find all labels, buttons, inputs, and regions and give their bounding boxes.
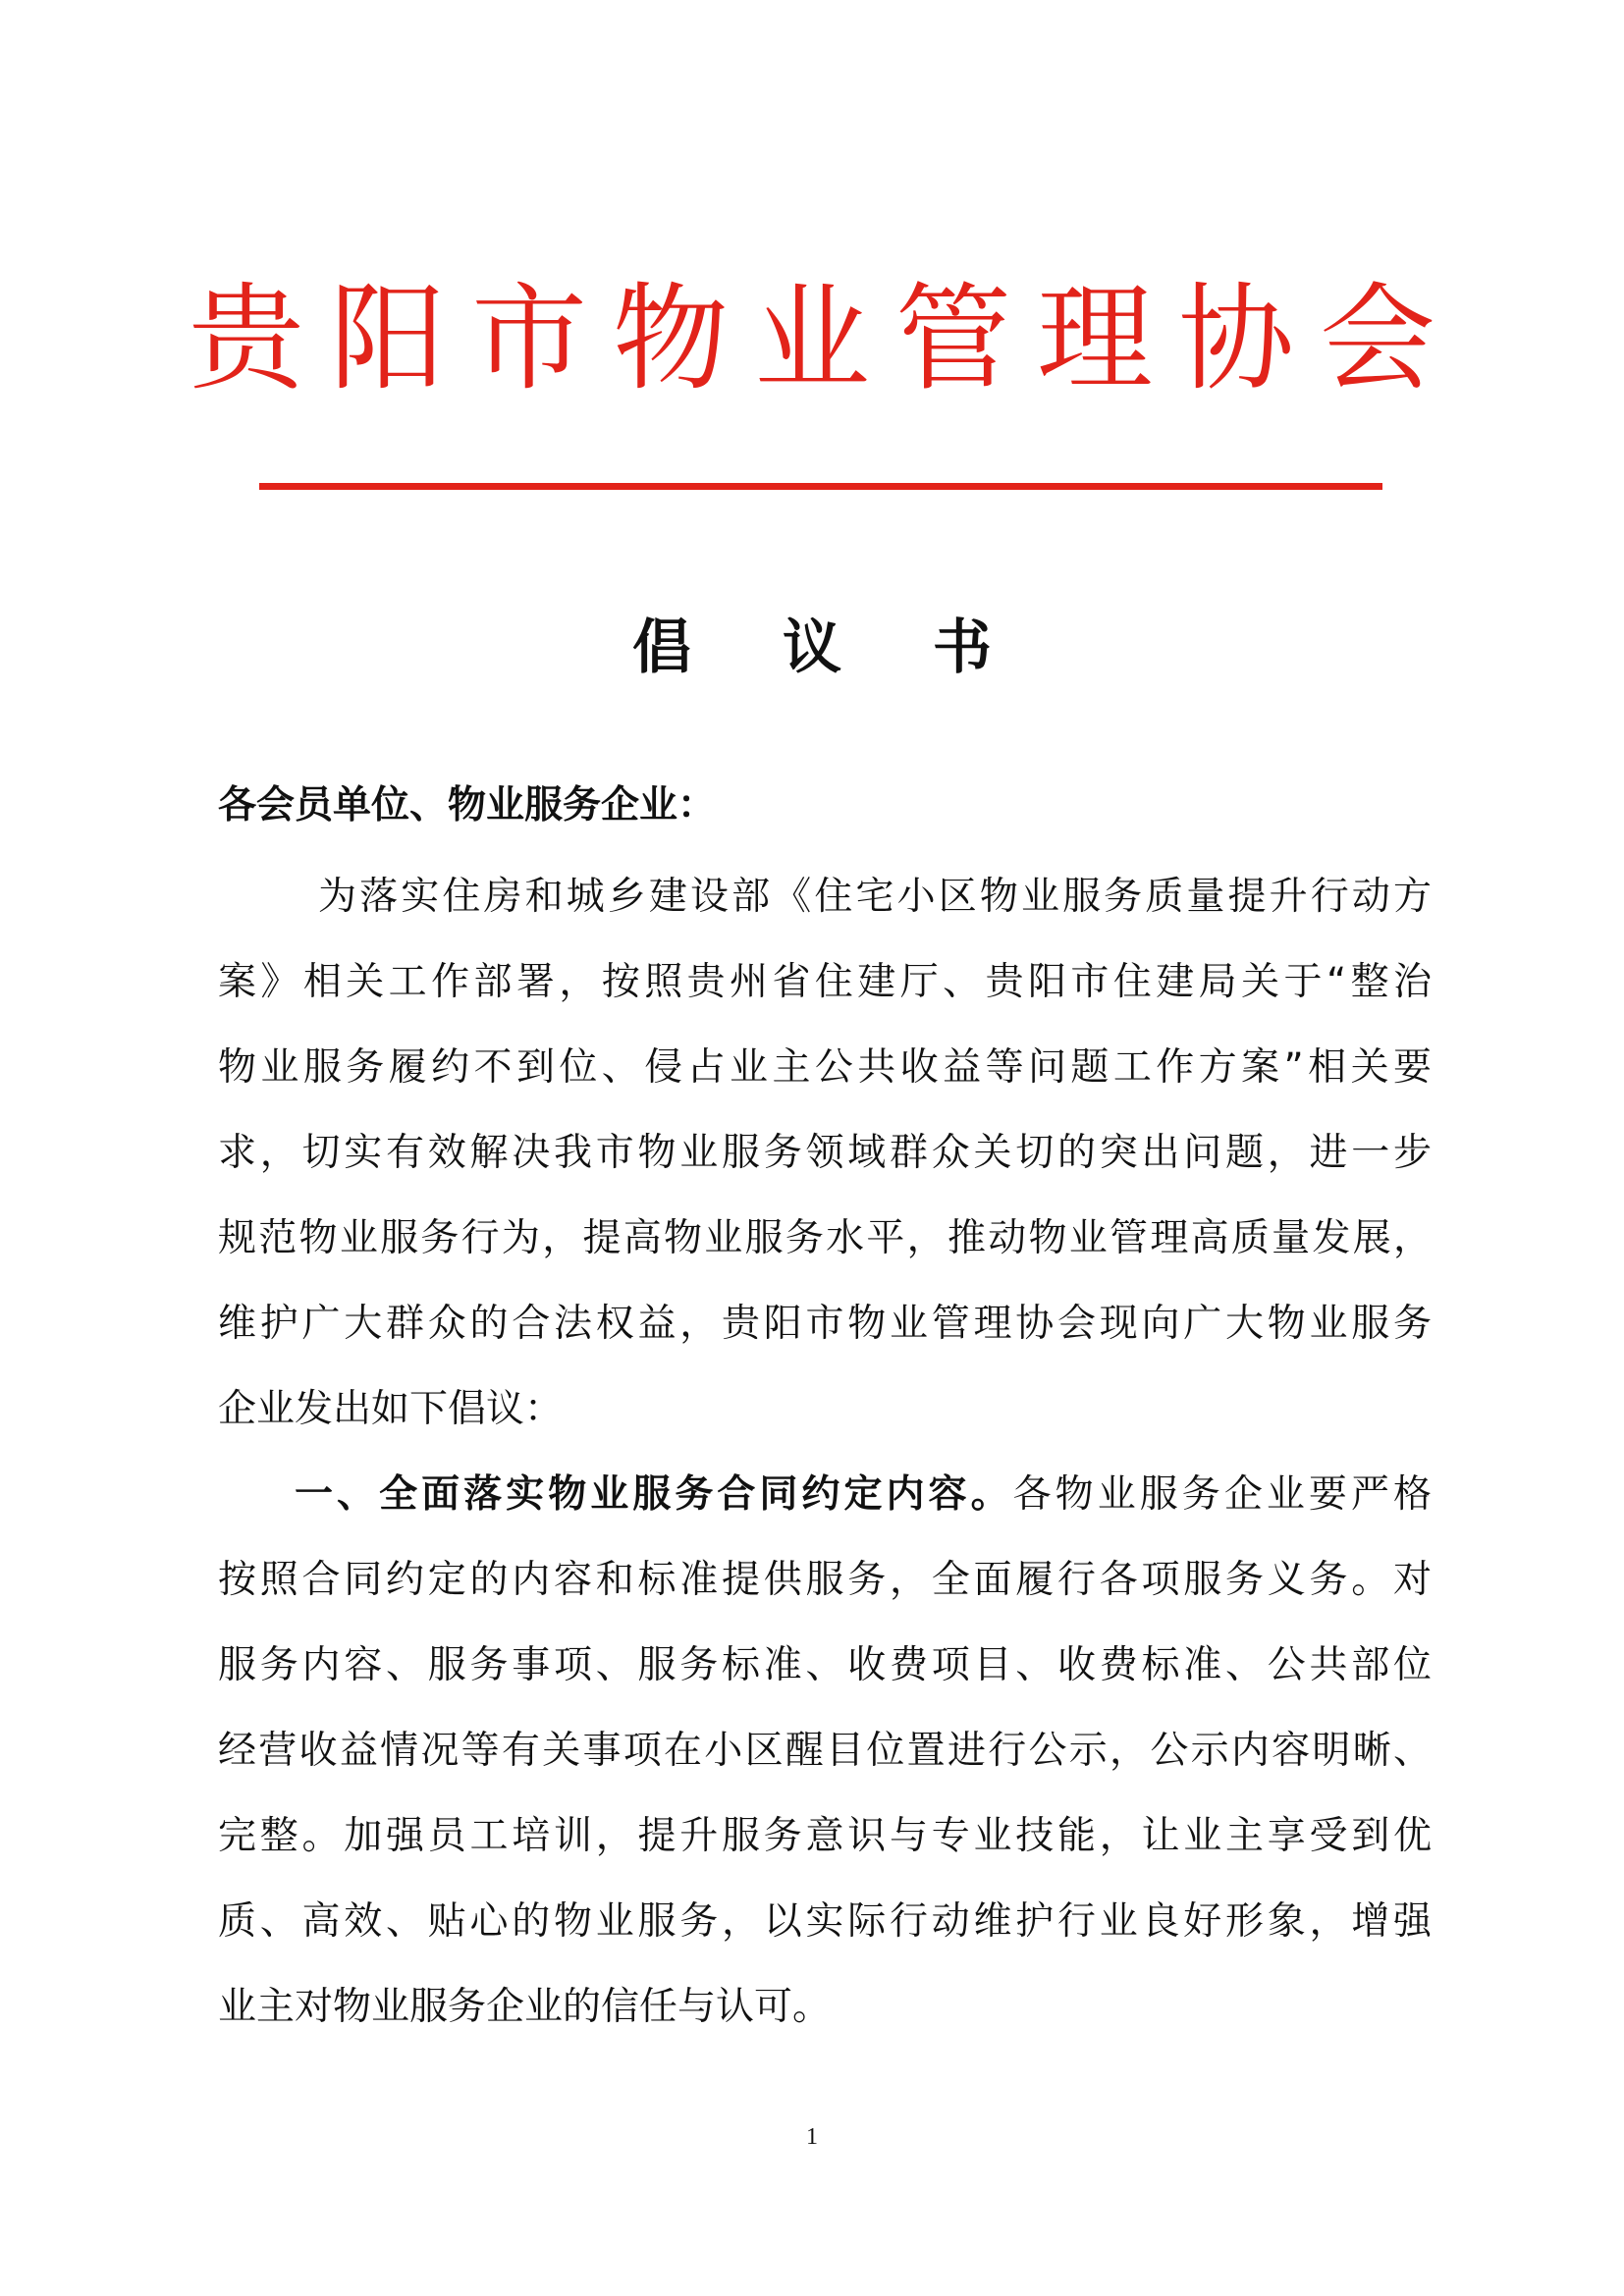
paragraph-line: 业主对物业服务企业的信任与认可。 <box>218 1985 832 2029</box>
item-one-paragraph <box>218 1452 1432 2050</box>
salutation: 各会员单位、物业服务企业： <box>218 783 717 828</box>
paragraph-line: 物业服务履约不到位、侵占业主公共收益等问题工作方案”相关要 <box>218 1045 1432 1090</box>
header-divider <box>259 483 1382 490</box>
paragraph-line: 质、高效、贴心的物业服务，以实际行动维护行业良好形象，增强 <box>218 1899 1432 1944</box>
paragraph-line: 经营收益情况等有关事项在小区醒目位置进行公示，公示内容明晰、 <box>218 1729 1432 1773</box>
paragraph-line: 案》相关工作部署，按照贵州省住建厅、贵阳市住建局关于“整治 <box>218 960 1432 1004</box>
page-number: 1 <box>806 2124 818 2150</box>
organization-header: 贵阳市物业管理协会 <box>188 271 1461 406</box>
intro-paragraph <box>218 854 1432 1452</box>
item-one-lead: 各物业服务企业要严格 <box>1012 1472 1432 1517</box>
item-one-heading: 一、全面落实物业服务合同约定内容。 <box>295 1472 1013 1517</box>
document-title: 倡 议 书 <box>632 614 1027 682</box>
paragraph-line: 维护广大群众的合法权益，贵阳市物业管理协会现向广大物业服务 <box>218 1302 1432 1346</box>
paragraph-line: 完整。加强员工培训，提升服务意识与专业技能，让业主享受到优 <box>218 1814 1432 1858</box>
paragraph-line <box>218 1452 1432 1537</box>
paragraph-line: 求，切实有效解决我市物业服务领域群众关切的突出问题，进一步 <box>218 1131 1432 1175</box>
paragraph-line: 按照合同约定的内容和标准提供服务，全面履行各项服务义务。对 <box>218 1558 1432 1602</box>
paragraph-line: 企业发出如下倡议： <box>218 1387 564 1431</box>
paragraph-line: 服务内容、服务事项、服务标准、收费项目、收费标准、公共部位 <box>218 1643 1432 1687</box>
paragraph-line: 规范物业服务行为，提高物业服务水平，推动物业管理高质量发展， <box>218 1216 1432 1260</box>
paragraph-line: 为落实住房和城乡建设部《住宅小区物业服务质量提升行动方 <box>318 875 1432 919</box>
